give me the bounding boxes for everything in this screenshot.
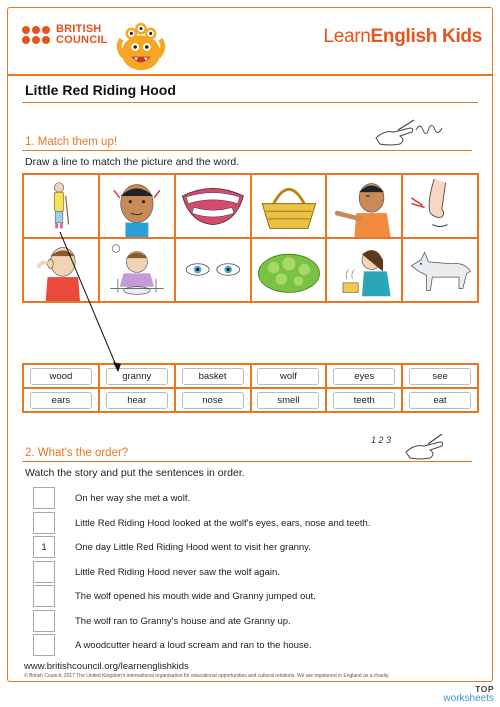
girl-eating-icon xyxy=(100,239,174,301)
section1-divider xyxy=(22,150,472,151)
word-teeth[interactable]: teeth xyxy=(333,392,395,409)
order-number-box[interactable] xyxy=(33,634,55,656)
boy-hearing-icon xyxy=(100,175,174,237)
word-basket[interactable]: basket xyxy=(182,368,244,385)
section2-instruction: Watch the story and put the sentences in order. xyxy=(25,467,245,479)
picture-eat[interactable] xyxy=(99,238,175,302)
word-wood[interactable]: wood xyxy=(30,368,92,385)
order-sentence: Little Red Riding Hood never saw the wolf again. xyxy=(75,566,280,578)
list-item xyxy=(33,536,473,561)
british-council-dots-icon xyxy=(22,26,50,44)
picture-wolf[interactable] xyxy=(402,238,478,302)
list-item xyxy=(33,610,473,635)
word-smell[interactable]: smell xyxy=(257,392,319,409)
order-number-box[interactable]: 1 xyxy=(33,536,55,558)
word-grid xyxy=(22,363,479,413)
girl-smelling-icon xyxy=(327,239,401,301)
list-item xyxy=(33,512,473,537)
section2-heading: 2. What's the order? xyxy=(25,447,129,459)
picture-eyes[interactable] xyxy=(175,238,251,302)
word-see[interactable]: see xyxy=(409,368,471,385)
section1-heading: 1. Match them up! xyxy=(25,136,118,148)
word-ears[interactable]: ears xyxy=(30,392,92,409)
teeth-icon xyxy=(176,175,250,237)
eyes-icon xyxy=(176,239,250,301)
picture-granny[interactable] xyxy=(23,174,99,238)
wolf-icon xyxy=(403,239,477,301)
nose-icon xyxy=(403,175,477,237)
topworksheets-logo: TOP worksheets xyxy=(443,684,494,704)
list-item xyxy=(33,634,473,659)
word-hear[interactable]: hear xyxy=(106,392,168,409)
order-sentence: Little Red Riding Hood looked at the wolf's eyes, ears, nose and teeth. xyxy=(75,517,371,529)
picture-see[interactable] xyxy=(326,174,402,238)
order-number-box[interactable] xyxy=(33,487,55,509)
picture-teeth[interactable] xyxy=(175,174,251,238)
basket-icon xyxy=(252,175,326,237)
picture-hear[interactable] xyxy=(99,174,175,238)
order-number-box[interactable] xyxy=(33,585,55,607)
header-divider xyxy=(7,74,493,76)
order-sentence: A woodcutter heard a loud scream and ran to the house. xyxy=(75,640,312,651)
writing-hand-icon xyxy=(370,116,450,150)
order-sentence: One day Little Red Riding Hood went to visit her granny. xyxy=(75,542,311,553)
wood-icon xyxy=(252,239,326,301)
word-wolf[interactable]: wolf xyxy=(257,368,319,385)
order-number-box[interactable] xyxy=(33,561,55,583)
word-eat[interactable]: eat xyxy=(409,392,471,409)
boy-pointing-icon xyxy=(327,175,401,237)
picture-nose[interactable] xyxy=(402,174,478,238)
title-underline xyxy=(22,102,478,103)
footer-copyright: © British Council, 2017 The United Kingdom's international organisation for educational opportunities and cultural relations. We are registered in England as a charity. xyxy=(24,673,390,679)
order-marks: 1 2 3 xyxy=(371,435,392,445)
order-number-box[interactable] xyxy=(33,610,55,632)
order-sentence: The wolf ran to Granny's house and ate Granny up. xyxy=(75,615,291,627)
granny-icon xyxy=(24,175,98,237)
order-list xyxy=(33,487,473,659)
brand-line1: BRITISH xyxy=(56,23,102,35)
picture-wood[interactable] xyxy=(251,238,327,302)
writing-hand-icon xyxy=(398,428,468,462)
picture-ears[interactable] xyxy=(23,238,99,302)
footer-url[interactable]: www.britishcouncil.org/learnenglishkids xyxy=(24,661,189,672)
page-title: Little Red Riding Hood xyxy=(25,82,176,98)
word-nose[interactable]: nose xyxy=(182,392,244,409)
word-granny[interactable]: granny xyxy=(106,368,168,385)
order-number-box[interactable] xyxy=(33,512,55,534)
order-sentence: On her way she met a wolf. xyxy=(75,493,191,504)
brand-line2: COUNCIL xyxy=(56,34,108,46)
picture-smell[interactable] xyxy=(326,238,402,302)
list-item xyxy=(33,561,473,586)
picture-basket[interactable] xyxy=(251,174,327,238)
word-eyes[interactable]: eyes xyxy=(333,368,395,385)
section1-instruction: Draw a line to match the picture and the word. xyxy=(25,156,240,168)
list-item xyxy=(33,487,473,512)
picture-grid xyxy=(22,173,479,303)
boy-ears-icon xyxy=(24,239,98,301)
monster-mascot-icon xyxy=(112,18,170,76)
list-item xyxy=(33,585,473,610)
learnenglish-kids-logo: LearnEnglish Kids xyxy=(323,26,482,47)
order-sentence: The wolf opened his mouth wide and Granny jumped out. xyxy=(75,591,316,602)
british-council-logo xyxy=(22,24,108,46)
